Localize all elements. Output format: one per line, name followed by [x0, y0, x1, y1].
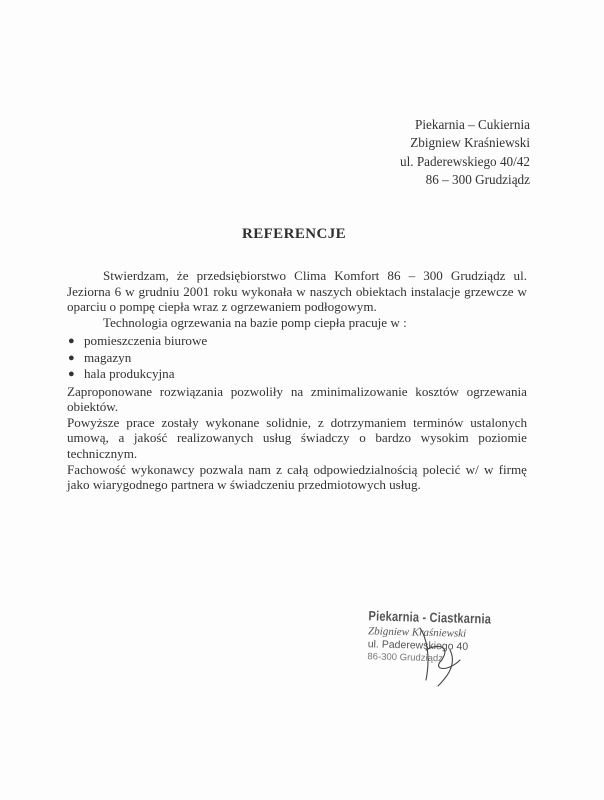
sender-city: 86 – 300 Grudziądz: [425, 171, 530, 187]
handwritten-signature: [400, 620, 480, 690]
paragraph-quality: Powyższe prace zostały wykonane solidnie, z dotrzymaniem terminów ustalonych umową, a jakość realizowanych usług świadczy o bardzo wysokim poziomie technicznym.: [67, 414, 527, 461]
list-item: [67, 350, 527, 366]
list-item: [67, 366, 527, 382]
sender-address: [400, 116, 530, 189]
stamp-company: Piekarnia - Ciastkarnia: [368, 608, 492, 627]
paragraph-solutions: Zaproponowane rozwiązania pozwoliły na zminimalizowanie kosztów ogrzewania obiektów.: [67, 383, 527, 415]
stamp-street: ul. Paderewskiego 40: [367, 638, 469, 653]
sender-street: ul. Paderewskiego 40/42: [399, 153, 530, 169]
list-item-label: magazyn: [84, 349, 132, 365]
paragraph-intro: Stwierdzam, że przedsiębiorstwo Clima Komfort 86 – 300 Grudziądz ul. Jeziorna 6 w grudniu 2001 roku wykonała w naszych obiektach instalacje grzewcze w oparciu o pompę ciepła wraz z ogrzewaniem podłogowym.: [67, 268, 527, 315]
stamp-owner: Zbigniew Kraśniewski: [367, 625, 467, 640]
facility-list: [67, 333, 527, 382]
paragraph-recommendation: Fachowość wykonawcy pozwala nam z całą odpowiedzialnością polecić w/ w firmę jako wiarygodnego partnera w świadczeniu przedmiotowych usług.: [67, 461, 527, 493]
letter-body: [67, 268, 527, 493]
sender-name: Piekarnia – Cukiernia: [415, 117, 530, 132]
list-item-label: hala produkcyjna: [84, 366, 175, 382]
document-title: REFERENCJE: [241, 226, 346, 242]
bullet-icon: ●: [68, 351, 75, 364]
bullet-icon: ●: [68, 368, 75, 381]
list-item-label: pomieszczenia biurowe: [84, 333, 208, 349]
paragraph-technology: Technologia ogrzewania na bazie pomp ciepła pracuje w :: [103, 314, 407, 330]
bullet-icon: ●: [68, 335, 75, 348]
list-item: [67, 333, 527, 349]
sender-owner: Zbigniew Kraśniewski: [410, 135, 530, 151]
stamp-city: 86-300 Grudziądz: [367, 651, 444, 665]
